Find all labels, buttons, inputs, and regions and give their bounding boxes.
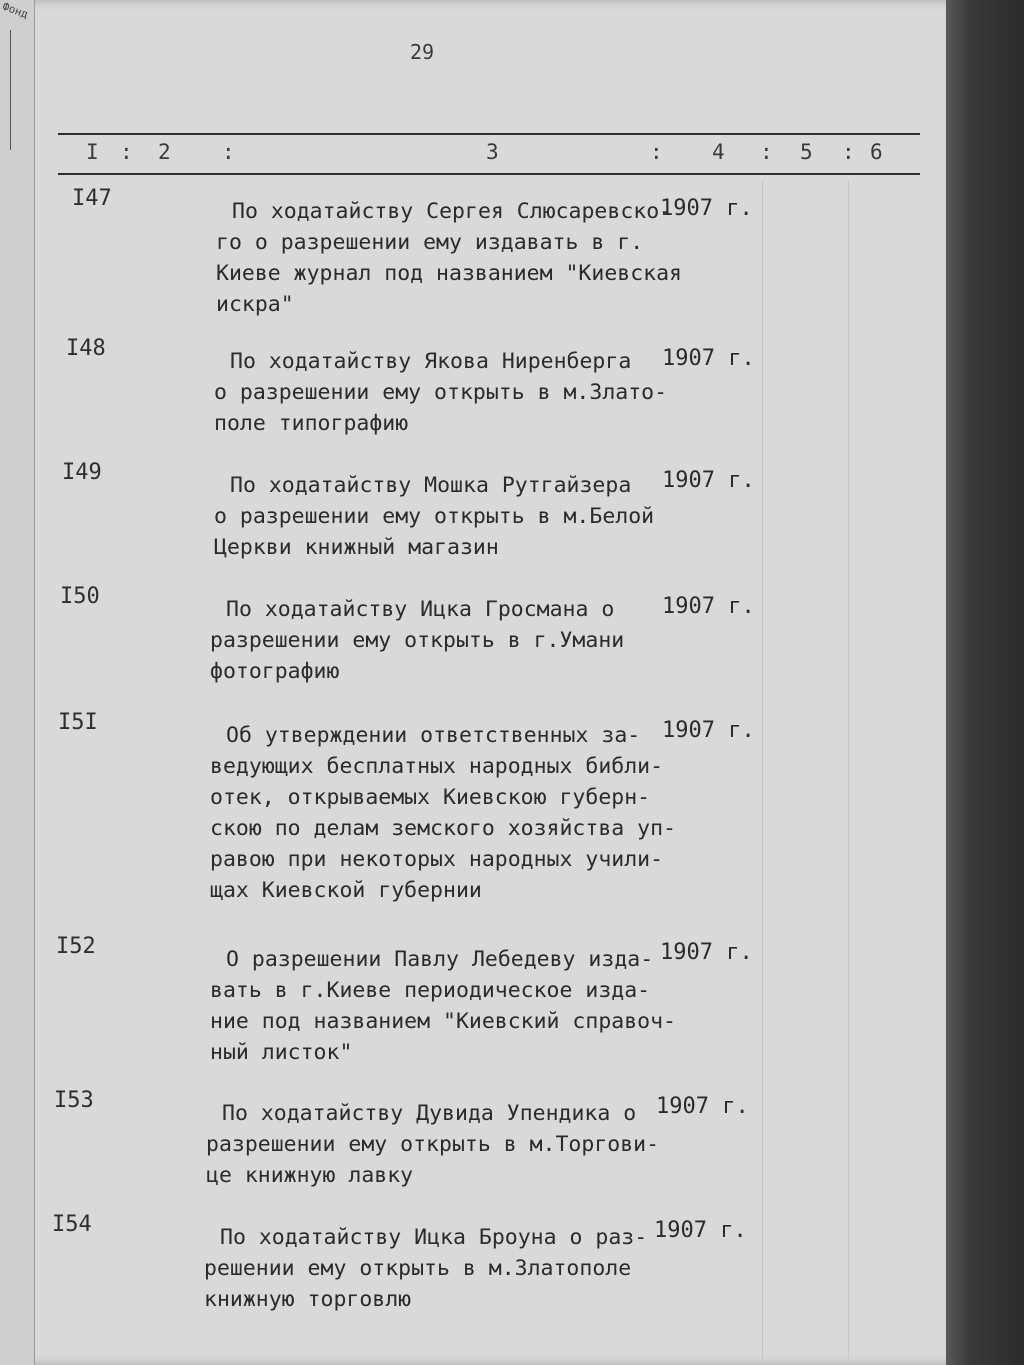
col-sep: : <box>222 140 235 164</box>
page-number: 29 <box>410 40 435 64</box>
entry-text-line: книжную торговлю <box>204 1287 412 1312</box>
col-1-label: I <box>86 140 99 164</box>
binding-line <box>10 30 11 150</box>
entry-year: 1907 г. <box>654 1218 747 1243</box>
entry-text-line: По ходатайству Сергея Слюсаревско- <box>232 199 673 224</box>
entry-year: 1907 г. <box>662 594 755 619</box>
entry-number: I50 <box>60 584 100 609</box>
entry-text-line: фотографию <box>210 659 340 684</box>
entry-number: I48 <box>66 336 106 361</box>
header-top-rule <box>58 133 920 135</box>
entry-number: I54 <box>52 1212 92 1237</box>
header-bottom-rule <box>58 173 920 175</box>
entry-text-line: Киеве журнал под названием "Киевская <box>216 261 682 286</box>
entry-number: I52 <box>56 934 96 959</box>
entry-text-line: ние под названием "Киевский справоч- <box>210 1009 676 1034</box>
entry-number: I49 <box>62 460 102 485</box>
entry-text-line: це книжную лавку <box>206 1163 414 1188</box>
entry-text-line: По ходатайству Ицка Гросмана о <box>226 597 615 622</box>
col-6-label: 6 <box>870 140 883 164</box>
entry-text-line: разрешении ему открыть в м.Торгови- <box>206 1132 660 1157</box>
entry-text-line: отек, открываемых Киевскою губерн- <box>210 785 651 810</box>
col-3-label: 3 <box>486 140 499 164</box>
page-edge-shadow <box>946 0 1024 1365</box>
entry-year: 1907 г. <box>662 718 755 743</box>
entry-text-line: о разрешении ему открыть в м.Белой <box>214 504 655 529</box>
entry-text-line: По ходатайству Мошка Рутгайзера <box>230 473 632 498</box>
entry-text-line: По ходатайству Ицка Броуна о раз- <box>220 1225 648 1250</box>
entry-text-line: о разрешении ему открыть в м.Злато- <box>214 380 668 405</box>
entry-text-line: Об утверждении ответственных за- <box>226 723 641 748</box>
entry-year: 1907 г. <box>660 196 753 221</box>
col-sep: : <box>842 140 855 164</box>
entry-text-line: По ходатайству Якова Ниренберга <box>230 349 632 374</box>
col-2-label: 2 <box>158 140 171 164</box>
entry-text-line: скою по делам земского хозяйства уп- <box>210 816 676 841</box>
entry-text-line: Церкви книжный магазин <box>214 535 499 560</box>
binding-strip <box>0 0 35 1365</box>
col-sep: : <box>760 140 773 164</box>
entry-year: 1907 г. <box>660 940 753 965</box>
entry-text-line: ный листок" <box>210 1040 353 1065</box>
entry-text-line: искра" <box>216 292 294 317</box>
col-sep: : <box>120 140 133 164</box>
entry-text-line: равою при некоторых народных учили- <box>210 847 664 872</box>
entry-text-line: вать в г.Киеве периодическое изда- <box>210 978 651 1003</box>
entry-text-line: щах Киевской губернии <box>210 878 482 903</box>
entry-year: 1907 г. <box>662 468 755 493</box>
entry-text-line: разрешении ему открыть в г.Умани <box>210 628 625 653</box>
entry-text-line: О разрешении Павлу Лебедеву изда- <box>226 947 654 972</box>
entry-text-line: ведующих бесплатных народных библи- <box>210 754 664 779</box>
entry-text-line: го о разрешении ему издавать в г. <box>216 230 644 255</box>
entry-number: I5I <box>58 710 98 735</box>
entry-year: 1907 г. <box>656 1094 749 1119</box>
entry-year: 1907 г. <box>662 346 755 371</box>
column-divider <box>848 180 849 1360</box>
margin-label: Фонд <box>0 0 30 22</box>
entry-number: I53 <box>54 1088 94 1113</box>
col-5-label: 5 <box>800 140 813 164</box>
entry-text-line: решении ему открыть в м.Златополе <box>204 1256 632 1281</box>
entry-number: I47 <box>72 186 112 211</box>
column-divider <box>762 180 763 1360</box>
col-sep: : <box>650 140 663 164</box>
entry-text-line: По ходатайству Дувида Упендика о <box>222 1101 637 1126</box>
entry-text-line: поле типографию <box>214 411 409 436</box>
col-4-label: 4 <box>712 140 725 164</box>
